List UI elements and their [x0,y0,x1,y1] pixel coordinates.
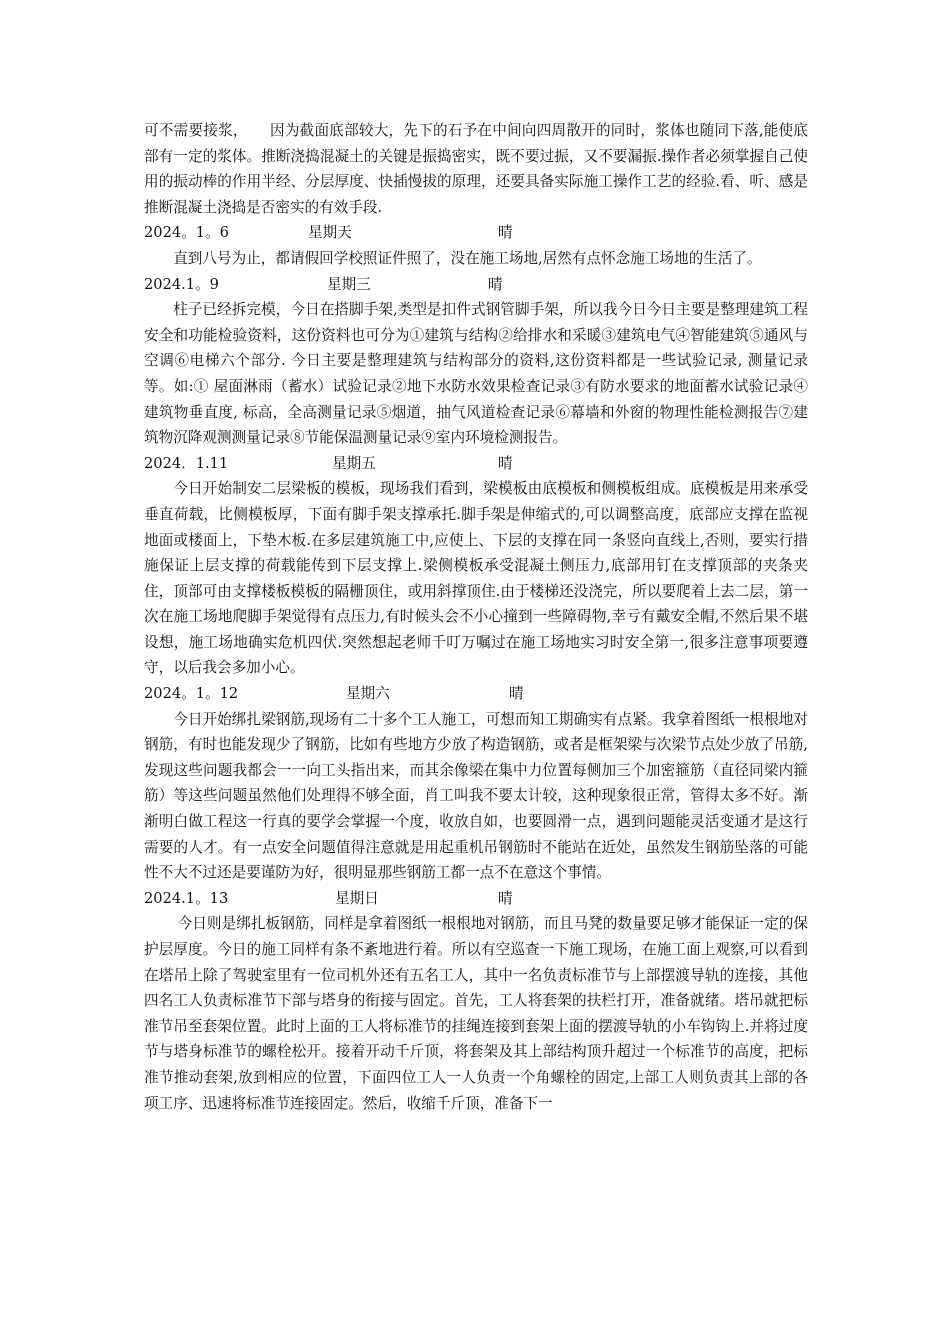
entry-weekday: 星期天 [308,224,352,242]
entry-weekday: 星期日 [335,889,379,907]
entry-weather: 晴 [488,275,503,293]
entry-weather: 晴 [498,889,513,907]
entry-date: 2024.1。9 [144,275,219,293]
entry-body: 今日开始制安二层梁板的模板，现场我们看到，梁模板由底模板和侧模板组成。底模板是用来承受垂直荷载，比侧模板厚，下面有脚手架支撑承托.脚手架是伸缩式的,可以调整高度，底部应支撑在监视地面或楼面上，下垫木板.在多层建筑施工中,应使上、下层的支撑在同一条竖向直线上,否则，要实行措施保证上层支撑的荷载能传到下层支撑上.梁侧模板承受混凝土侧压力,底部用钉在支撑顶部的夹条夹住，顶部可由支撑楼板模板的隔栅顶住，或用斜撑顶住.由于楼梯还没浇完，所以要爬着上去二层，第一次在施工场地爬脚手架觉得有点压力,有时候头会不小心撞到一些障碍物,幸亏有戴安全帽,不然后果不堪设想，施工场地确实危机四伏.突然想起老师千叮万嘱过在施工场地实习时安全第一,很多注意事项要遵守，以后我会多加小心。 [144,480,808,677]
entry-weather: 晴 [509,685,524,703]
entry-header-3 [144,451,808,477]
entry-weekday: 星期六 [346,685,390,703]
entry-date: 2024．1.11 [144,454,229,472]
entry-header-2 [144,272,808,298]
entry-weekday: 星期三 [327,275,371,293]
entry-header-4 [144,681,808,707]
opening-paragraph: 可不需要接浆， 因为截面底部较大，先下的石予在中间向四周散开的同时，浆体也随同下落,能使底部有一定的浆体。推断浇捣混凝土的关键是振捣密实，既不要过振，又不要漏振.操作者必须掌握自己使用的振动棒的作用半经、分层厚度、快插慢拔的原理，还要具备实际施工操作工艺的经验.看、听、感是推断混凝土浇捣是否密实的有效手段. [144,122,808,216]
diary-page [144,118,808,1116]
entry-body: 柱子已经拆完模，今日在搭脚手架,类型是扣件式钢管脚手架，所以我今日今日主要是整理建筑工程安全和功能检验资料，这份资料也可分为①建筑与结构②给排水和采暖③建筑电气④智能建筑⑤通风与空调⑥电梯六个部分. 今日主要是整理建筑与结构部分的资料,这份资料都是一些试验记录, 测量记录等。如:① 屋面淋雨（蓄水）试验记录②地下水防水效果检查记录③有防水要求的地面蓄水试验记录④建筑物垂直度, 标高，全高测量记录⑤烟道，抽气风道检查记录⑥幕墙和外窗的物理性能检测报告⑦建筑物沉降观测测量记录⑧节能保温测量记录⑨室内环境检测报告。 [144,301,808,447]
entry-date: 2024。1。6 [144,224,229,242]
entry-body: 今日开始绑扎梁钢筋,现场有二十多个工人施工，可想而知工期确实有点紧。我拿着图纸一根根地对钢筋，有时也能发现少了钢筋，比如有些地方少放了构造钢筋，或者是框架梁与次梁节点处少放了吊筋,发现这些问题我都会一一向工头指出来，而其余像梁在集中力位置每侧加三个加密箍筋（直径同梁内箍筋）等这些问题虽然他们处理得不够全面，肖工叫我不要太计较，这种现象很正常，管得太多不好。渐渐明白做工程这一行真的要学会掌握一个度，收放自如，也要圆滑一点，遇到问题能灵活变通才是这行需要的人才。有一点安全问题值得注意就是用起重机吊钢筋时不能站在近处，虽然发生钢筋坠落的可能性不大不过还是要谨防为好，很明显那些钢筋工都一点不在意这个事情。 [144,710,808,882]
entry-date: 2024.1。13 [144,889,229,907]
entry-weather: 晴 [498,454,513,472]
entry-weather: 晴 [498,224,513,242]
entry-body: 今日则是绑扎板钢筋，同样是拿着图纸一根根地对钢筋，而且马凳的数量要足够才能保证一定的保护层厚度。今日的施工同样有条不紊地进行着。所以有空巡查一下施工现场，在施工面上观察,可以看到在塔吊上除了驾驶室里有一位司机外还有五名工人，其中一名负责标准节与上部摆渡导轨的连接，其他四名工人负责标准节下部与塔身的衔接与固定。首先，工人将套架的扶栏打开，准备就绪。塔吊就把标准节吊至套架位置。此时上面的工人将标准节的挂绳连接到套架上面的摆渡导轨的小车钩钩上.并将过度节与塔身标准节的螺栓松开。接着开动千斤顶，将套架及其上部结构顶升超过一个标准节的高度，把标准节推动套架,放到相应的位置，下面四位工人一人负责一个角螺栓的固定,上部工人则负责其上部的各项工序、迅速将标准节连接固定。然后，收缩千斤顶，准备下一 [144,915,808,1112]
entry-header-5 [144,886,808,912]
entry-weekday: 星期五 [332,454,376,472]
entry-body: 直到八号为止，都请假回学校照证件照了，没在施工场地,居然有点怀念施工场地的生活了。 [173,249,762,267]
entry-date: 2024。1。12 [144,685,239,703]
entry-header-1 [144,220,808,246]
